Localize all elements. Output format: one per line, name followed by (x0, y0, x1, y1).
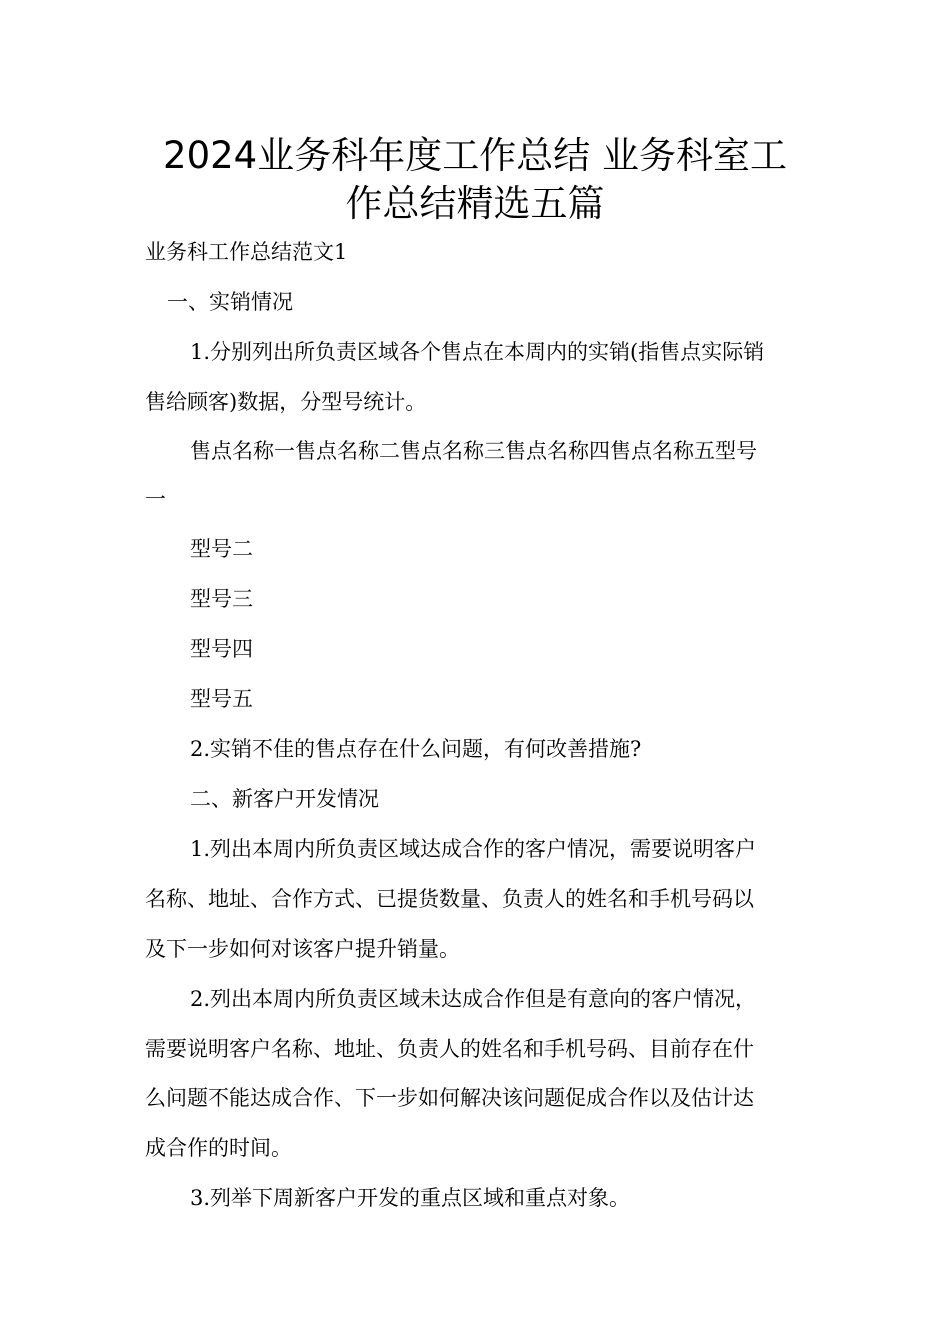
paragraph-line: 售点名称一售点名称二售点名称三售点名称四售点名称五型号 (190, 439, 757, 463)
paragraph-line: 1.分别列出所负责区域各个售点在本周内的实销(指售点实际销 (190, 340, 765, 364)
list-item: 型号五 (190, 687, 253, 711)
paragraph-line: 名称、地址、合作方式、已提货数量、负责人的姓名和手机号码以 (145, 887, 754, 911)
paragraph-line: 3.列举下周新客户开发的重点区域和重点对象。 (190, 1186, 631, 1210)
document-subtitle: 业务科工作总结范文1 (145, 240, 348, 264)
document-title-line-2: 作总结精选五篇 (345, 182, 605, 225)
paragraph-line: 售给顾客)数据，分型号统计。 (145, 390, 427, 414)
document-title-line-1: 2024业务科年度工作总结 业务科室工 (163, 134, 787, 177)
paragraph-line: 成合作的时间。 (145, 1136, 292, 1160)
list-item: 型号四 (190, 637, 253, 661)
list-item: 型号二 (190, 537, 253, 561)
paragraph-line: 么问题不能达成合作、下一步如何解决该问题促成合作以及估计达 (145, 1086, 754, 1110)
list-item: 型号三 (190, 587, 253, 611)
paragraph-line: 1.列出本周内所负责区域达成合作的客户情况，需要说明客户 (190, 837, 757, 861)
paragraph-line: 2.实销不佳的售点存在什么问题，有何改善措施? (190, 737, 642, 761)
section-heading: 二、新客户开发情况 (190, 787, 379, 811)
paragraph-line: 及下一步如何对该客户提升销量。 (145, 937, 460, 961)
paragraph-line: 需要说明客户名称、地址、负责人的姓名和手机号码、目前存在什 (145, 1037, 754, 1061)
section-heading: 一、实销情况 (167, 290, 293, 314)
paragraph-line: 一 (145, 487, 166, 511)
paragraph-line: 2.列出本周内所负责区域未达成合作但是有意向的客户情况， (190, 987, 757, 1011)
